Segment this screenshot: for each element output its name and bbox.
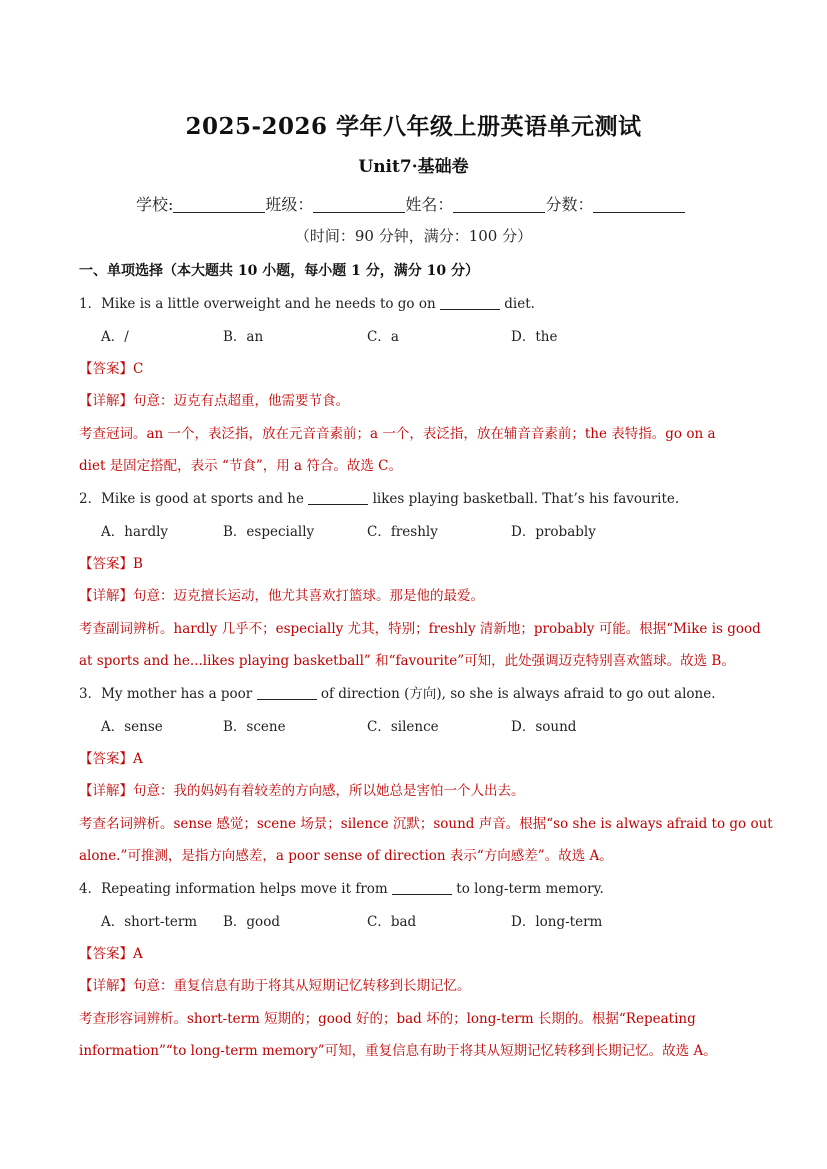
detail-meaning: 句意：迈克擅长运动，他尤其喜欢打篮球。那是他的最爱。 bbox=[133, 588, 484, 604]
question-stem-text: of direction (方向), so she is always afraid to go out alone. bbox=[316, 686, 716, 702]
answer-tag: 【答案】 bbox=[79, 556, 133, 572]
detail-tag: 【详解】 bbox=[79, 783, 133, 799]
answer-value: C bbox=[133, 361, 144, 377]
question-stem-text: 3．My mother has a poor bbox=[79, 686, 257, 702]
question-3-explain-line-2: alone.”可推测，是指方向感差，a poor sense of direction 表示“方向感差”。故选 A。 bbox=[79, 848, 613, 864]
name-label: 姓名： bbox=[405, 195, 454, 214]
detail-meaning: 句意：迈克有点超重，他需要节食。 bbox=[133, 393, 349, 409]
question-4-stem bbox=[79, 877, 604, 897]
option-c: C．silence bbox=[367, 719, 439, 735]
answer-blank bbox=[392, 881, 452, 895]
option-d: D．long-term bbox=[511, 914, 603, 930]
class-label: 班级： bbox=[265, 195, 314, 214]
option-a: A．/ bbox=[101, 329, 129, 345]
detail-meaning: 句意：我的妈妈有着较差的方向感，所以她总是害怕一个人出去。 bbox=[133, 783, 525, 799]
answer-blank bbox=[440, 296, 500, 310]
option-b: B．scene bbox=[223, 719, 286, 735]
option-c: C．freshly bbox=[367, 524, 438, 540]
question-stem-text: 2．Mike is good at sports and he bbox=[79, 491, 309, 507]
question-4-detail bbox=[79, 974, 471, 994]
option-a: A．sense bbox=[101, 719, 163, 735]
question-3-answer bbox=[79, 747, 143, 767]
question-1-stem bbox=[79, 292, 535, 312]
answer-blank bbox=[257, 686, 317, 700]
option-b: B．especially bbox=[223, 524, 315, 540]
question-3-stem bbox=[79, 682, 716, 702]
option-a: A．short-term bbox=[101, 914, 198, 930]
question-3-detail bbox=[79, 779, 525, 799]
option-b: B．an bbox=[223, 329, 264, 345]
question-stem-text: likes playing basketball. That’s his favourite. bbox=[368, 491, 680, 507]
question-1-detail bbox=[79, 389, 349, 409]
score-label: 分数： bbox=[545, 195, 594, 214]
option-a: A．hardly bbox=[101, 524, 169, 540]
question-stem-text: 1．Mike is a little overweight and he needs to go on bbox=[79, 296, 440, 312]
student-info-line bbox=[136, 192, 685, 215]
school-blank bbox=[173, 196, 265, 213]
answer-blank bbox=[308, 491, 368, 505]
option-b: B．good bbox=[223, 914, 280, 930]
question-1-explain-line-1: 考查冠词。an 一个，表泛指，放在元音音素前；a 一个，表泛指，放在辅音音素前；the 表特指。go on a bbox=[79, 426, 716, 442]
question-stem-text: diet. bbox=[499, 296, 535, 312]
question-4-answer bbox=[79, 942, 143, 962]
section-heading: 一、单项选择（本大题共 10 小题，每小题 1 分，满分 10 分） bbox=[79, 263, 479, 279]
question-2-explain-line-1: 考查副词辨析。hardly 几乎不；especially 尤其，特别；freshly 清新地；probably 可能。根据“Mike is good bbox=[79, 621, 761, 637]
question-4-explain-line-1: 考查形容词辨析。short-term 短期的；good 好的；bad 坏的；long-term 长期的。根据“Repeating bbox=[79, 1011, 696, 1027]
exam-subtitle: Unit7·基础卷 bbox=[358, 157, 469, 177]
detail-tag: 【详解】 bbox=[79, 393, 133, 409]
answer-value: A bbox=[133, 751, 143, 767]
detail-tag: 【详解】 bbox=[79, 588, 133, 604]
question-1-explain-line-2: diet 是固定搭配，表示 “节食”，用 a 符合。故选 C。 bbox=[79, 458, 403, 474]
question-2-detail bbox=[79, 584, 484, 604]
question-2-answer bbox=[79, 552, 143, 572]
question-stem-text: to long-term memory. bbox=[452, 881, 604, 897]
name-blank bbox=[453, 196, 545, 213]
class-blank bbox=[313, 196, 405, 213]
question-2-explain-line-2: at sports and he...likes playing basketball” 和“favourite”可知，此处强调迈克特别喜欢篮球。故选 B。 bbox=[79, 653, 735, 669]
question-3-explain-line-1: 考查名词辨析。sense 感觉；scene 场景；silence 沉默；sound 声音。根据“so she is always afraid to go out bbox=[79, 816, 773, 832]
question-stem-text: 4．Repeating information helps move it from bbox=[79, 881, 392, 897]
option-d: D．sound bbox=[511, 719, 577, 735]
school-label: 学校: bbox=[136, 195, 174, 214]
detail-meaning: 句意：重复信息有助于将其从短期记忆转移到长期记忆。 bbox=[133, 978, 471, 994]
answer-tag: 【答案】 bbox=[79, 946, 133, 962]
answer-tag: 【答案】 bbox=[79, 751, 133, 767]
answer-tag: 【答案】 bbox=[79, 361, 133, 377]
time-info: （时间：90 分钟，满分：100 分） bbox=[294, 227, 533, 245]
question-1-answer bbox=[79, 357, 143, 377]
answer-value: A bbox=[133, 946, 143, 962]
exam-title: 2025-2026 学年八年级上册英语单元测试 bbox=[185, 113, 642, 140]
question-4-explain-line-2: information”“to long-term memory”可知，重复信息有助于将其从短期记忆转移到长期记忆。故选 A。 bbox=[79, 1043, 717, 1059]
option-c: C．a bbox=[367, 329, 399, 345]
question-2-stem bbox=[79, 487, 679, 507]
option-d: D．the bbox=[511, 329, 558, 345]
answer-value: B bbox=[133, 556, 143, 572]
option-d: D．probably bbox=[511, 524, 596, 540]
option-c: C．bad bbox=[367, 914, 417, 930]
score-blank bbox=[593, 196, 685, 213]
detail-tag: 【详解】 bbox=[79, 978, 133, 994]
